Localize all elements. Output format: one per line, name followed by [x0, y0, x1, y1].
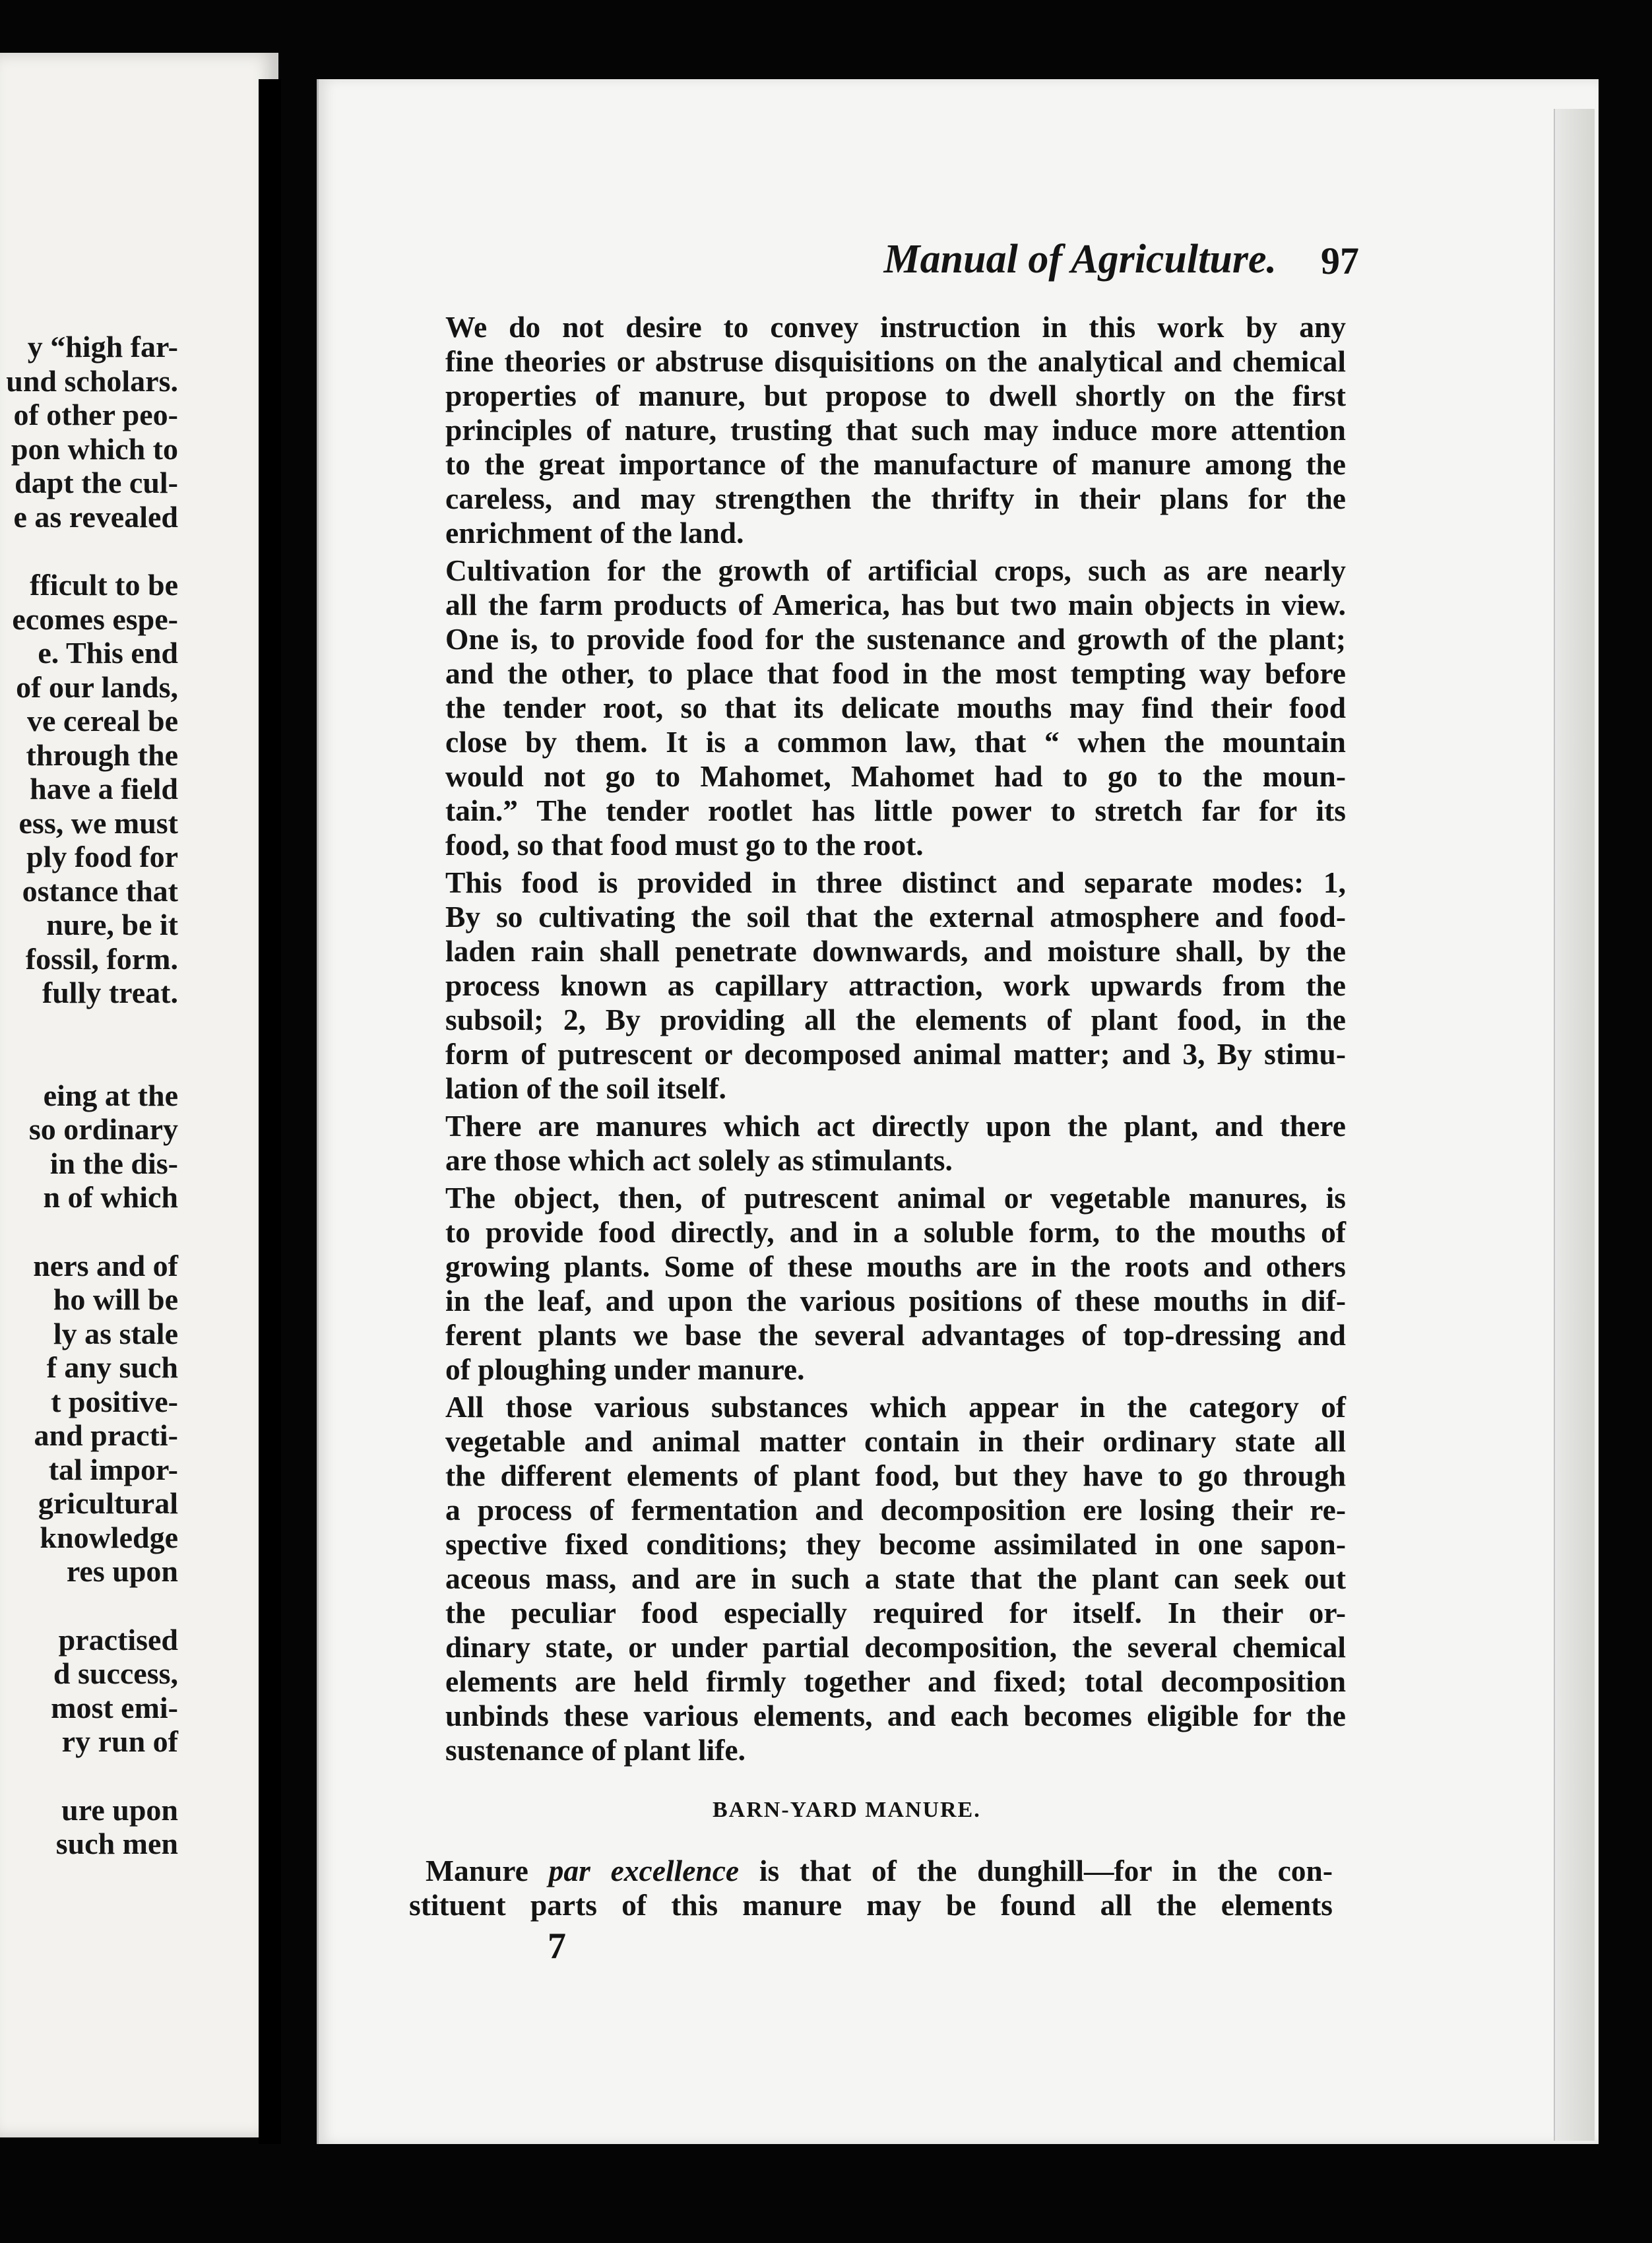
text-line: process known as capillary attraction, work upwards from the [445, 968, 1346, 1002]
closing-line-2: stituent parts of this manure may be found all the elements [409, 1888, 1333, 1922]
left-page-line: ry run of [61, 1724, 178, 1758]
text-line: properties of manure, but propose to dwell shortly on the first [445, 379, 1346, 412]
left-page-line: t positive- [51, 1384, 178, 1418]
paragraph [409, 1109, 1346, 1178]
left-page-line: in the dis- [49, 1146, 178, 1180]
left-page-line: n of which [43, 1180, 178, 1214]
left-page-line: ure upon [61, 1792, 178, 1827]
left-page-line: fossil, form. [25, 941, 178, 976]
left-page-line: have a field [30, 772, 178, 806]
page-header [680, 236, 1359, 289]
text-line: We do not desire to convey instruction in this work by any [445, 310, 1346, 344]
text-line: lation of the soil itself. [445, 1071, 726, 1105]
text-line: growing plants. Some of these mouths are in the roots and others [445, 1249, 1346, 1283]
text-line: food, so that food must go to the root. [445, 828, 924, 862]
text-line: laden rain shall penetrate downwards, and moisture shall, by the [445, 934, 1346, 968]
text-line: dinary state, or under partial decomposition, the several chemical [445, 1630, 1346, 1664]
text-line: tain.” The tender rootlet has little power to stretch far for its [445, 794, 1346, 827]
page-edge [1554, 109, 1595, 2141]
text-line: One is, to provide food for the sustenance and growth of the plant; [445, 622, 1346, 656]
left-page-line: fully treat. [42, 976, 178, 1009]
text-line: vegetable and animal matter contain in their ordinary state all [445, 1424, 1346, 1458]
closing-line-1 [409, 1854, 1333, 1888]
paragraph [409, 1181, 1346, 1387]
left-page-line: pon which to [11, 431, 178, 466]
closing-italic-phrase: par excellence [548, 1854, 740, 1887]
paragraph [409, 310, 1346, 550]
left-page-line: ply food for [26, 840, 178, 873]
closing-line-1-start: Manure [426, 1854, 549, 1887]
left-page-line: ners and of [33, 1248, 178, 1282]
text-line: all the farm products of America, has but two main objects in view. [445, 588, 1346, 621]
text-line: aceous mass, and are in such a state that the plant can seek out [445, 1562, 1346, 1595]
left-page-line: eing at the [43, 1078, 178, 1112]
left-page-gap [0, 1759, 178, 1793]
text-line: careless, and may strengthen the thrifty in their plans for the [445, 482, 1346, 515]
text-line: enrichment of the land. [445, 516, 744, 550]
left-page-line: nure, be it [46, 908, 178, 941]
left-page-line: dapt the cul- [15, 466, 178, 499]
left-page-line: und scholars. [6, 363, 178, 398]
text-line: By so cultivating the soil that the external atmosphere and food- [445, 900, 1346, 933]
left-page-line: fficult to be [30, 568, 178, 602]
paragraph [409, 866, 1346, 1106]
text-line: unbinds these various elements, and each becomes eligible for the [445, 1699, 1346, 1732]
left-page-line: knowledge [40, 1520, 178, 1554]
left-page-line: and practi- [34, 1418, 178, 1452]
left-page-line: ve cereal be [26, 704, 178, 738]
closing-paragraph [409, 1854, 1333, 1922]
book-spine [259, 79, 281, 2144]
left-page-line: res upon [66, 1554, 178, 1588]
left-page-line: y “high far- [27, 330, 178, 363]
left-page [0, 53, 278, 2137]
text-line: the tender root, so that its delicate mouths may find their food [445, 691, 1346, 724]
text-line: close by them. It is a common law, that “ when the mountain [445, 725, 1346, 759]
text-line: the peculiar food especially required for itself. In their or- [445, 1596, 1346, 1629]
left-page-line: most emi- [51, 1690, 178, 1724]
text-line: and the other, to place that food in the most tempting way before [445, 656, 1346, 690]
text-line: All those various substances which appear in the category of [445, 1390, 1346, 1424]
text-line: There are manures which act directly upon the plant, and there [445, 1109, 1346, 1143]
left-page-line: of our lands, [16, 670, 178, 704]
body-text [409, 310, 1346, 1771]
running-title: Manual of Agriculture. [883, 237, 1277, 282]
text-line: This food is provided in three distinct and separate modes: 1, [445, 866, 1346, 899]
closing-line-1-end: is that of the dunghill—for in the con- [739, 1854, 1333, 1887]
left-page-line: such men [55, 1827, 178, 1860]
left-page-line: practised [58, 1622, 178, 1657]
left-page-line: of other peo- [13, 398, 178, 431]
text-line: the different elements of plant food, but they have to go through [445, 1459, 1346, 1492]
text-line: spective fixed conditions; they become assimilated in one sapon- [445, 1527, 1346, 1561]
text-line: The object, then, of putrescent animal or vegetable manures, is [445, 1181, 1346, 1215]
left-page-text [0, 330, 178, 1861]
left-page-gap [0, 1044, 178, 1079]
text-line: fine theories or abstruse disquisitions on the analytical and chemical [445, 344, 1346, 378]
section-heading: BARN-YARD MANURE. [713, 1798, 981, 1822]
page-number: 97 [1321, 239, 1359, 282]
left-page-line: ly as stale [53, 1316, 178, 1350]
text-line: elements are held firmly together and fixed; total decomposition [445, 1664, 1346, 1698]
paragraph [409, 1390, 1346, 1767]
text-line: to the great importance of the manufacture of manure among the [445, 447, 1346, 481]
text-line: would not go to Mahomet, Mahomet had to go to the moun- [445, 759, 1346, 793]
text-line: in the leaf, and upon the various positions of these mouths in dif- [445, 1284, 1346, 1317]
paragraph [409, 553, 1346, 862]
text-line: to provide food directly, and in a soluble form, to the mouths of [445, 1215, 1346, 1249]
text-line: subsoil; 2, By providing all the elements of plant food, in the [445, 1003, 1346, 1036]
left-page-line: ess, we must [18, 806, 178, 840]
left-page-line: through the [26, 738, 178, 772]
left-page-line: f any such [46, 1350, 178, 1384]
left-page-line: ecomes espe- [12, 602, 178, 636]
left-page-line: e. This end [38, 636, 178, 670]
left-page-line: ostance that [22, 873, 178, 908]
left-page-line: so ordinary [28, 1112, 178, 1146]
left-page-line: e as revealed [13, 499, 178, 534]
left-page-gap [0, 1589, 178, 1623]
text-line: form of putrescent or decomposed animal matter; and 3, By stimu- [445, 1037, 1346, 1071]
text-line: of ploughing under manure. [445, 1352, 805, 1386]
text-line: principles of nature, trusting that such may induce more attention [445, 413, 1346, 447]
signature-mark: 7 [548, 1926, 566, 1967]
text-line: are those which act solely as stimulants. [445, 1143, 953, 1177]
left-page-gap [0, 1010, 178, 1044]
left-page-gap [0, 1215, 178, 1249]
left-page-line: d success, [53, 1657, 178, 1690]
text-line: sustenance of plant life. [445, 1733, 746, 1767]
text-line: a process of fermentation and decomposition ere losing their re- [445, 1493, 1346, 1527]
left-page-line: gricultural [38, 1486, 178, 1520]
text-line: Cultivation for the growth of artificial crops, such as are nearly [445, 553, 1346, 587]
left-page-line: tal impor- [48, 1452, 178, 1486]
left-page-line: ho will be [53, 1282, 178, 1316]
left-page-gap [0, 534, 178, 568]
text-line: ferent plants we base the several advantages of top-dressing and [445, 1318, 1346, 1352]
